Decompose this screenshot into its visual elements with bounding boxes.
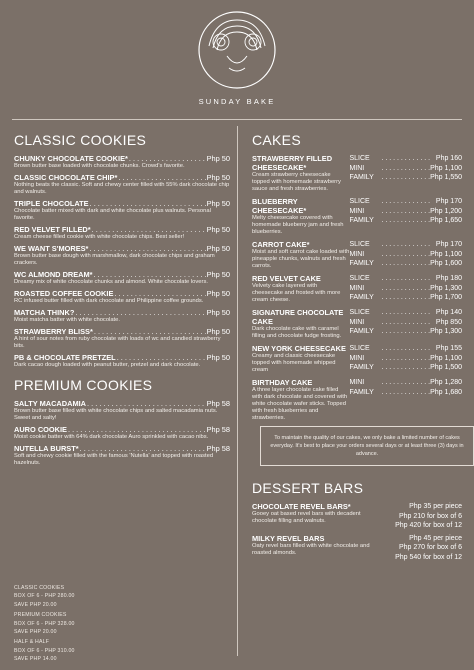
size-label: FAMILY xyxy=(349,174,374,182)
menu-item xyxy=(14,289,230,305)
size-label: SLICE xyxy=(349,155,370,162)
menu-item-name: PB & CHOCOLATE PRETZEL xyxy=(14,353,116,362)
menu-item-name: SALTY MACADAMIA xyxy=(14,399,86,408)
menu-item-row xyxy=(14,154,230,163)
cake-name: BIRTHDAY CAKE xyxy=(252,378,313,387)
price-row xyxy=(349,344,462,354)
bar-price: Php 35 per piece xyxy=(409,503,462,510)
box-offer-line: PREMIUM COOKIES xyxy=(14,612,67,619)
menu-item-name: RED VELVET FILLED* xyxy=(14,225,91,234)
menu-item-row xyxy=(14,444,230,453)
cake-info xyxy=(252,197,349,236)
menu-item-row xyxy=(14,199,230,208)
menu-item-name: ROASTED COFFEE COOKIE xyxy=(14,289,114,298)
menu-item xyxy=(14,327,230,350)
cakes-title: CAKES xyxy=(252,132,301,148)
cake-info xyxy=(252,378,349,422)
leader-dots xyxy=(381,154,435,164)
menu-item-row xyxy=(14,270,230,279)
size-price: Php 170 xyxy=(435,241,462,248)
menu-item xyxy=(14,154,230,170)
cake-item xyxy=(252,344,462,374)
size-label: FAMILY xyxy=(349,388,374,396)
bar-description: Gooey oat based revel bars with decadent chocolate filling and walnuts. xyxy=(252,511,361,524)
menu-item-price: Php 50 xyxy=(206,199,230,208)
box-offer xyxy=(14,638,75,663)
price-row xyxy=(349,173,462,183)
size-label: MINI xyxy=(349,318,365,326)
leader-dots xyxy=(381,207,430,217)
leader-dots xyxy=(92,225,206,234)
price-row xyxy=(349,274,462,284)
leader-dots xyxy=(118,173,205,182)
menu-item-price: Php 50 xyxy=(206,225,230,234)
menu-item-row xyxy=(14,399,230,408)
leader-dots xyxy=(381,378,430,388)
leader-dots xyxy=(90,199,206,208)
cake-info xyxy=(252,274,349,304)
cake-name: STRAWBERRY FILLED CHEESECAKE* xyxy=(252,154,333,172)
cake-prices xyxy=(349,274,462,304)
menu-item-description: Dark cacao dough loaded with peanut butter, pretzel and dark chocolate. xyxy=(14,362,201,368)
bar-prices xyxy=(378,534,462,563)
size-price: Php 140 xyxy=(435,309,462,316)
size-label: MINI xyxy=(349,284,365,292)
cake-item xyxy=(252,154,462,193)
box-offer-line: BOX OF 6 - PHP 328.00 xyxy=(14,620,75,627)
leader-dots xyxy=(94,327,206,336)
leader-dots xyxy=(80,444,206,453)
menu-item-row xyxy=(14,173,230,182)
box-offer xyxy=(14,584,75,609)
cake-prices xyxy=(349,240,462,270)
bar-info xyxy=(252,502,378,531)
size-label: SLICE xyxy=(349,309,370,316)
menu-item-price: Php 50 xyxy=(206,270,230,279)
menu-item xyxy=(14,199,230,222)
menu-item-description: A hint of sour notes from ruby chocolate with loads of wc and candied strawberry bits. xyxy=(14,336,221,349)
menu-item-description: Moist cookie batter with 64% dark chocolate Auro sprinkled with cacao nibs. xyxy=(14,434,209,440)
cake-prices xyxy=(349,378,462,422)
menu-item-price: Php 50 xyxy=(206,244,230,253)
size-price: Php 1,100 xyxy=(430,164,462,172)
menu-item-row xyxy=(14,308,230,317)
bar-name: CHOCOLATE REVEL BARS* xyxy=(252,502,351,511)
leader-dots xyxy=(87,399,206,408)
menu-item xyxy=(14,425,230,441)
menu-item-description: Chocolate batter mixed with dark and white chocolate plus walnuts. Personal favorite. xyxy=(14,208,211,221)
brand-logo xyxy=(191,8,283,108)
cake-description: Velvety cake layered with cheesecake and frosted with more cream cheese. xyxy=(252,283,341,303)
size-price: Php 1,200 xyxy=(430,207,462,215)
menu-item-name: CLASSIC CHOCOLATE CHIP* xyxy=(14,173,118,182)
size-label: FAMILY xyxy=(349,260,374,268)
bar-description: Oaty revel bars filled with white chocolate and roasted almonds. xyxy=(252,542,370,556)
size-price: Php 1,700 xyxy=(430,294,462,302)
leader-dots xyxy=(68,425,206,434)
price-row xyxy=(349,197,462,207)
menu-item xyxy=(14,225,230,241)
bar-prices xyxy=(378,502,462,531)
leader-dots xyxy=(381,173,430,183)
size-price: Php 1,300 xyxy=(430,284,462,292)
size-price: Php 1,650 xyxy=(430,217,462,225)
right-column xyxy=(252,132,462,566)
menu-item-row xyxy=(14,425,230,434)
menu-item-description: Moist matcha batter with white chocolate. xyxy=(14,317,121,323)
menu-item-price: Php 58 xyxy=(206,425,230,434)
size-label: SLICE xyxy=(349,198,370,205)
price-row xyxy=(349,154,462,164)
size-label: MINI xyxy=(349,250,365,258)
price-row xyxy=(349,259,462,269)
leader-dots xyxy=(114,289,205,298)
menu-item-description: Brown butter base filled with white chocolate chips and salted macadamia nuts. Sweet and salty! xyxy=(14,408,218,421)
cake-name: NEW YORK CHEESECAKE xyxy=(252,344,346,353)
menu-item-description: Soft and chewy cookie filled with the famous 'Nutella' and topped with roasted hazelnuts. xyxy=(14,453,214,466)
leader-dots xyxy=(381,363,430,373)
box-offer-line: SAVE PHP 20.00 xyxy=(14,601,57,608)
box-offer-line: BOX OF 6 - PHP 310.00 xyxy=(14,647,75,654)
menu-item-row xyxy=(14,225,230,234)
menu-item-price: Php 50 xyxy=(206,327,230,336)
box-offer-line: CLASSIC COOKIES xyxy=(14,585,65,591)
size-price: Php 1,280 xyxy=(430,379,462,386)
size-price: Php 1,550 xyxy=(430,174,462,182)
size-price: Php 155 xyxy=(435,345,462,352)
price-row xyxy=(349,318,462,328)
cake-item xyxy=(252,197,462,236)
menu-item-name: WE WANT S'MORES* xyxy=(14,244,89,253)
dessert-bars-list xyxy=(252,502,462,563)
size-label: MINI xyxy=(349,164,365,172)
cake-description: Moist and soft carrot cake loaded with pineapple chunks, walnuts and fresh carrots. xyxy=(252,249,350,269)
box-offer-line: SAVE PHP 20.00 xyxy=(14,629,57,636)
leader-dots xyxy=(381,250,430,260)
menu-item-row xyxy=(14,244,230,253)
menu-item-name: AURO COOKIE xyxy=(14,425,67,434)
menu-item-price: Php 50 xyxy=(206,173,230,182)
leader-dots xyxy=(381,164,430,174)
size-price: Php 170 xyxy=(435,198,462,205)
price-row xyxy=(349,308,462,318)
menu-item-name: WC ALMOND DREAM* xyxy=(14,270,93,279)
cake-name: CARROT CAKE* xyxy=(252,240,310,249)
price-row xyxy=(349,388,462,398)
price-row xyxy=(349,250,462,260)
size-price: Php 1,100 xyxy=(430,354,462,362)
menu-item-price: Php 50 xyxy=(206,289,230,298)
size-price: Php 160 xyxy=(435,155,462,162)
size-label: MINI xyxy=(349,354,365,362)
cake-prices xyxy=(349,344,462,374)
size-price: Php 1,100 xyxy=(430,250,462,258)
menu-item-description: Nothing beats the classic. Soft and chewy center filled with 55% dark chocolate chip and walnuts. xyxy=(14,182,230,195)
size-price: Php 180 xyxy=(435,275,462,282)
leader-dots xyxy=(381,327,430,337)
box-offer-line: HALF & HALF xyxy=(14,639,50,646)
menu-item-description: Brown butter base loaded with chocolate chunks. Crowd's favorite. xyxy=(14,163,185,169)
bar-price: Php 210 for box of 6 xyxy=(398,512,462,520)
leader-dots xyxy=(381,344,435,354)
menu-item-price: Php 58 xyxy=(206,399,230,408)
menu-item xyxy=(14,308,230,324)
bar-price: Php 540 for box of 12 xyxy=(395,553,462,561)
dessert-bar-item xyxy=(252,502,462,531)
bar-price: Php 45 per piece xyxy=(409,534,462,542)
brand-name: SUNDAY BAKE xyxy=(198,97,276,106)
menu-item xyxy=(14,244,230,267)
size-label: FAMILY xyxy=(349,217,374,225)
leader-dots xyxy=(75,308,205,317)
cake-prices xyxy=(349,308,462,340)
price-row xyxy=(349,327,462,337)
leader-dots xyxy=(117,353,206,362)
price-row xyxy=(349,207,462,217)
left-column xyxy=(14,132,230,470)
logo-emblem-icon xyxy=(191,8,283,108)
bar-price: Php 420 for box of 12 xyxy=(395,522,462,530)
cake-info xyxy=(252,154,349,193)
leader-dots xyxy=(381,318,435,328)
menu-item xyxy=(14,173,230,196)
leader-dots xyxy=(381,293,430,303)
cake-prices xyxy=(349,197,462,236)
size-price: Php 1,300 xyxy=(430,328,462,336)
menu-item-description: Dreamy mix of white chocolate chunks and almond. White chocolate lovers. xyxy=(14,279,208,285)
cake-description: Melty cheesecake covered with homemade blueberry jam and fresh blueberries. xyxy=(252,215,344,235)
cake-item xyxy=(252,378,462,422)
menu-item-price: Php 50 xyxy=(206,308,230,317)
menu-item-description: RC infused butter filled with dark chocolate and Philippine coffee grounds. xyxy=(14,298,204,304)
menu-item-name: CHUNKY CHOCOLATE COOKIE* xyxy=(14,154,128,163)
menu-item xyxy=(14,444,230,467)
cake-name: BLUEBERRY CHEESECAKE* xyxy=(252,197,307,215)
price-row xyxy=(349,164,462,174)
cake-prices xyxy=(349,154,462,193)
price-row xyxy=(349,378,462,388)
size-price: Php 1,680 xyxy=(430,388,462,396)
leader-dots xyxy=(381,216,430,226)
bar-price: Php 270 for box of 6 xyxy=(398,544,462,552)
size-label: FAMILY xyxy=(349,328,374,336)
box-offer-line: BOX OF 6 - PHP 280.00 xyxy=(14,593,75,600)
size-label: SLICE xyxy=(349,275,370,282)
menu-item-price: Php 58 xyxy=(206,444,230,453)
size-label: MINI xyxy=(349,379,365,386)
leader-dots xyxy=(381,259,430,269)
price-row xyxy=(349,354,462,364)
size-price: Php 1,600 xyxy=(430,260,462,268)
premium-cookies-list xyxy=(14,399,230,467)
cake-info xyxy=(252,240,349,270)
cake-description: Cream strawberry cheesecake topped with homemade strawberry sauce and fresh strawberries. xyxy=(252,172,341,192)
cake-description: A three layer chocolate cake filled with dark chocolate and covered with white chocolate wafer sticks. Topped with fresh blueberries and strawberries. xyxy=(252,387,348,421)
size-label: MINI xyxy=(349,207,365,215)
premium-cookies-title: PREMIUM COOKIES xyxy=(14,377,153,393)
menu-item-description: Brown butter base dough with marshmallow, dark chocolate chips and graham crackers. xyxy=(14,253,215,266)
size-label: FAMILY xyxy=(349,294,374,302)
order-notice: To maintain the quality of our cakes, we only bake a limited number of cakes everyday. It's best to place your orders several days or at least three (3) days in advance. xyxy=(260,426,474,466)
leader-dots xyxy=(381,388,430,398)
classic-cookies-title: CLASSIC COOKIES xyxy=(14,132,147,148)
cake-name: RED VELVET CAKE xyxy=(252,274,321,283)
price-row xyxy=(349,240,462,250)
menu-item xyxy=(14,353,230,369)
cakes-list xyxy=(252,154,462,422)
bar-info xyxy=(252,534,378,563)
menu-item-name: MATCHA THINK? xyxy=(14,308,75,317)
leader-dots xyxy=(381,274,435,284)
cake-description: Dark chocolate cake with caramel filling and chocolate fudge frosting. xyxy=(252,326,342,339)
box-offer xyxy=(14,611,75,636)
top-divider xyxy=(12,119,462,120)
bar-name: MILKY REVEL BARS xyxy=(252,533,325,543)
leader-dots xyxy=(89,244,205,253)
size-label: SLICE xyxy=(349,241,370,248)
classic-cookies-list xyxy=(14,154,230,369)
leader-dots xyxy=(381,308,435,318)
leader-dots xyxy=(381,240,435,250)
cake-name: SIGNATURE CHOCOLATE CAKE xyxy=(252,308,344,326)
menu-item xyxy=(14,270,230,286)
column-divider xyxy=(237,126,238,656)
menu-item xyxy=(14,399,230,422)
leader-dots xyxy=(381,284,430,294)
price-row xyxy=(349,216,462,226)
menu-item-row xyxy=(14,327,230,336)
size-price: Php 850 xyxy=(435,318,462,326)
dessert-bars-title: DESSERT BARS xyxy=(252,480,364,496)
menu-item-price: Php 50 xyxy=(206,154,230,163)
dessert-bar-item xyxy=(252,534,462,563)
cake-item xyxy=(252,308,462,340)
size-label: SLICE xyxy=(349,345,370,352)
menu-item-row xyxy=(14,353,230,362)
cake-info xyxy=(252,344,349,374)
menu-item-name: TRIPLE CHOCOLATE xyxy=(14,199,89,208)
price-row xyxy=(349,363,462,373)
leader-dots xyxy=(94,270,206,279)
leader-dots xyxy=(129,154,206,163)
box-offers xyxy=(14,584,75,666)
price-row xyxy=(349,284,462,294)
menu-item-name: STRAWBERRY BLISS* xyxy=(14,327,93,336)
cake-description: Creamy and classic cheesecake topped with homemade whipped cream xyxy=(252,353,336,373)
cake-info xyxy=(252,308,349,340)
leader-dots xyxy=(381,197,435,207)
cake-item xyxy=(252,274,462,304)
menu-item-name: NUTELLA BURST* xyxy=(14,444,79,453)
menu-item-row xyxy=(14,289,230,298)
menu-item-description: Cream cheese filled cookie with white chocolate chips. Best seller! xyxy=(14,234,185,240)
leader-dots xyxy=(381,354,430,364)
menu-item-price: Php 50 xyxy=(206,353,230,362)
size-price: Php 1,500 xyxy=(430,364,462,372)
cake-item xyxy=(252,240,462,270)
box-offer-line: SAVE PHP 14.00 xyxy=(14,656,57,663)
price-row xyxy=(349,293,462,303)
size-label: FAMILY xyxy=(349,364,374,372)
